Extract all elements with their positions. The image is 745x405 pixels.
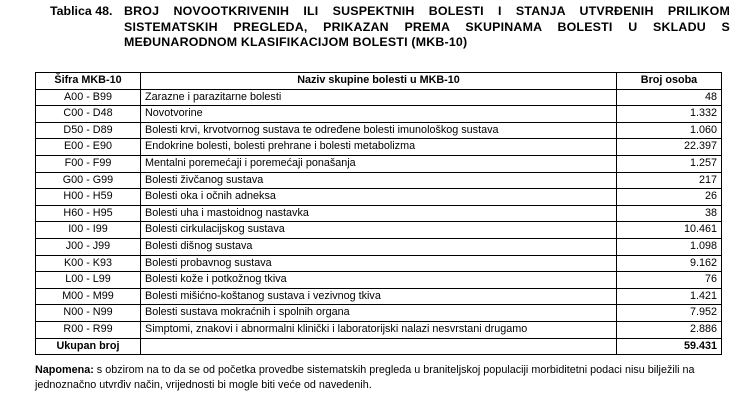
footnote-label: Napomena: [35,364,94,376]
row-name: Bolesti krvi, krvotvornog sustava te određene bolesti imunološkog sustava [141,122,617,139]
footnote-text: s obzirom na to da se od početka provedbe sistematskih pregleda u braniteljskoj populaciji morbiditetni podaci nisu bilježili na jednoznačno utvrđiv način, vrijednosti bi mogle biti veće od navedenih. [35,364,695,391]
row-name: Bolesti probavnog sustava [141,255,617,272]
row-code: N00 - N99 [36,305,141,322]
row-count: 1.060 [617,122,722,139]
row-count: 217 [617,172,722,189]
column-header-count: Broj osoba [617,73,722,90]
row-count: 1.332 [617,106,722,123]
row-code: K00 - K93 [36,255,141,272]
table-header-row [36,73,722,90]
total-label: Ukupan broj [36,338,141,355]
row-name: Novotvorine [141,106,617,123]
row-name: Simptomi, znakovi i abnormalni klinički i laboratorijski nalazi nesvrstani drugamo [141,321,617,338]
row-name: Bolesti mišićno-koštanog sustava i vezivnog tkiva [141,288,617,305]
row-code: D50 - D89 [36,122,141,139]
table-row [36,172,722,189]
row-name: Bolesti dišnog sustava [141,238,617,255]
row-code: M00 - M99 [36,288,141,305]
row-code: J00 - J99 [36,238,141,255]
table-row [36,205,722,222]
table-number: Tablica 48. [50,4,113,18]
table-row [36,272,722,289]
row-name: Bolesti kože i potkožnog tkiva [141,272,617,289]
row-name: Bolesti živčanog sustava [141,172,617,189]
row-count: 76 [617,272,722,289]
table-row [36,288,722,305]
row-code: H00 - H59 [36,189,141,206]
table-row [36,238,722,255]
row-name: Bolesti sustava mokraćnih i spolnih organa [141,305,617,322]
row-count: 7.952 [617,305,722,322]
table-row [36,139,722,156]
row-count: 48 [617,89,722,106]
row-name: Endokrine bolesti, bolesti prehrane i bolesti metabolizma [141,139,617,156]
row-count: 1.257 [617,155,722,172]
row-code: F00 - F99 [36,155,141,172]
row-name: Bolesti cirkulacijskog sustava [141,222,617,239]
morbidity-table [35,72,722,355]
column-header-code: Šifra MKB-10 [36,73,141,90]
row-count: 2.886 [617,321,722,338]
table-row [36,255,722,272]
table-row [36,305,722,322]
table-row [36,122,722,139]
row-count: 1.098 [617,238,722,255]
row-name: Mentalni poremećaji i poremećaji ponašanja [141,155,617,172]
total-empty-cell [141,338,617,355]
table-title [50,4,730,51]
row-count: 9.162 [617,255,722,272]
row-count: 10.461 [617,222,722,239]
row-code: A00 - B99 [36,89,141,106]
row-code: R00 - R99 [36,321,141,338]
table-row [36,189,722,206]
row-count: 26 [617,189,722,206]
table-row [36,222,722,239]
row-name: Bolesti oka i očnih adneksa [141,189,617,206]
table-row [36,321,722,338]
total-row [36,338,722,355]
table-row [36,155,722,172]
footnote [35,363,725,393]
row-code: L00 - L99 [36,272,141,289]
row-code: E00 - E90 [36,139,141,156]
row-code: I00 - I99 [36,222,141,239]
row-count: 38 [617,205,722,222]
row-count: 22.397 [617,139,722,156]
row-code: G00 - G99 [36,172,141,189]
row-code: H60 - H95 [36,205,141,222]
table-row [36,106,722,123]
row-code: C00 - D48 [36,106,141,123]
column-header-name: Naziv skupine bolesti u MKB-10 [141,73,617,90]
row-name: Zarazne i parazitarne bolesti [141,89,617,106]
table-title-text: BROJ NOVOOTKRIVENIH ILI SUSPEKTNIH BOLESTI I STANJA UTVRĐENIH PRILIKOM SISTEMATSKIH PREGLEDA, PRIKAZAN PREMA SKUPINAMA BOLESTI U SKLADU S MEĐUNARODNOM KLASIFIKACIJOM BOLESTI (MKB-10) [124,4,730,49]
table-row [36,89,722,106]
row-count: 1.421 [617,288,722,305]
row-name: Bolesti uha i mastoidnog nastavka [141,205,617,222]
total-count: 59.431 [617,338,722,355]
